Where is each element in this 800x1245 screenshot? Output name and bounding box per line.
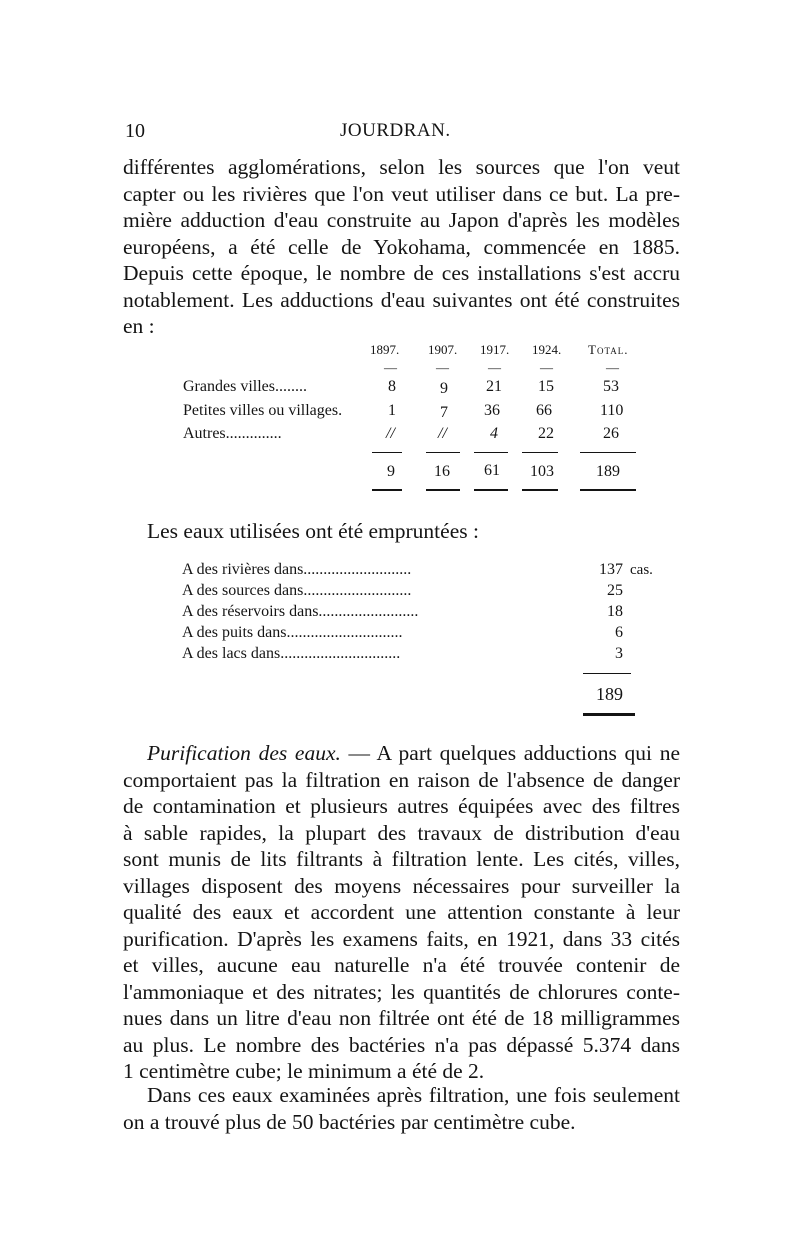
row-label: A des rivières dans........................... xyxy=(182,561,412,578)
column-header: 1907. xyxy=(428,342,458,357)
text-line: différentes agglomérations, selon les sources que l'on veut xyxy=(123,155,680,179)
text-line: qualité des eaux et accordent une attention constante à leur xyxy=(123,900,680,924)
column-header: Total. xyxy=(588,342,629,357)
text-line: — A part quelques adductions qui ne xyxy=(340,741,680,765)
cell: 6 xyxy=(615,624,623,641)
cell: 21 xyxy=(486,378,502,395)
text-line: de contamination et plusieurs autres équipées avec des filtres xyxy=(123,794,680,818)
cell: 9 xyxy=(440,380,448,397)
cell: 15 xyxy=(538,378,554,395)
row-label: A des sources dans........................... xyxy=(182,582,412,599)
double-rule xyxy=(426,489,460,491)
row-label: Autres.............. xyxy=(183,425,282,442)
text-line: sont munis de lits filtrants à filtration lente. Les cités, villes, xyxy=(123,847,680,871)
sum-rule xyxy=(426,452,460,453)
row-label: Petites villes ou villages. xyxy=(183,402,343,419)
sum-rule xyxy=(580,452,636,453)
text-line: Dans ces eaux examinées après filtration, une fois seulement xyxy=(147,1083,680,1107)
text-line: à sable rapides, la plupart des travaux de distribution d'eau xyxy=(123,820,680,845)
text-line: 1 centimètre cube; le minimum a été de 2. xyxy=(123,1059,485,1083)
section-title: Purification des eaux. xyxy=(147,741,341,765)
text-line: nues dans un litre d'eau non filtrée ont été de 18 milligrammes xyxy=(123,1006,680,1030)
cell: // xyxy=(438,425,447,442)
sum-rule xyxy=(583,673,631,674)
sum-rule xyxy=(474,452,508,453)
column-header: 1897. xyxy=(370,342,400,357)
cell: 36 xyxy=(484,402,500,419)
total-cell: 9 xyxy=(387,463,395,480)
cell: // xyxy=(386,425,395,442)
running-title: JOURDRAN. xyxy=(340,120,451,141)
text-line: on a trouvé plus de 50 bactéries par centimètre cube. xyxy=(123,1109,576,1134)
row-label: A des lacs dans.............................. xyxy=(182,645,401,662)
dash: — xyxy=(540,360,553,375)
double-rule xyxy=(372,489,402,491)
total-cell: 103 xyxy=(530,463,554,480)
double-rule xyxy=(522,489,558,491)
row-label: Grandes villes........ xyxy=(183,378,307,395)
total-cell: 189 xyxy=(596,463,620,480)
dash: — xyxy=(436,360,449,375)
double-rule xyxy=(474,489,508,491)
dash: — xyxy=(488,360,501,375)
cell: 22 xyxy=(538,425,554,442)
purification-paragraph xyxy=(123,740,680,1085)
text-line: villages disposent des moyens nécessaires pour surveiller la xyxy=(123,873,680,898)
text-line: notablement. Les adductions d'eau suivantes ont été construites xyxy=(123,287,680,312)
text-line: au plus. Le nombre des bactéries n'a pas dépassé 5.374 dans xyxy=(123,1032,680,1057)
row-label: A des réservoirs dans......................... xyxy=(182,603,419,620)
double-rule xyxy=(583,713,635,716)
cell: 137 xyxy=(599,561,623,578)
cell: 8 xyxy=(388,378,396,395)
total-cell: 16 xyxy=(434,463,450,480)
column-header: 1924. xyxy=(532,342,562,357)
text-line: et villes, aucune eau naturelle n'a été trouvée contenir de xyxy=(123,953,680,977)
cell: 7 xyxy=(440,404,448,421)
text-line: européens, a été celle de Yokohama, commencée en 1885. xyxy=(123,234,680,259)
sum-rule xyxy=(522,452,558,453)
total-cell: 61 xyxy=(484,462,500,479)
closing-paragraph xyxy=(123,1082,680,1135)
cell: 53 xyxy=(603,378,619,395)
cell: 66 xyxy=(536,402,552,419)
text-line: mière adduction d'eau construite au Japon d'après les modèles xyxy=(123,208,680,232)
text-line: capter ou les rivières que l'on veut utiliser dans ce but. La pre- xyxy=(123,181,680,206)
text-line: Depuis cette époque, le nombre de ces installations s'est accru xyxy=(123,261,680,285)
cell: 18 xyxy=(607,603,623,620)
cell: 25 xyxy=(607,582,623,599)
column-header: 1917. xyxy=(480,342,510,357)
dash: — xyxy=(606,360,619,375)
sum-rule xyxy=(372,452,402,453)
double-rule xyxy=(580,489,636,491)
text-line: l'ammoniaque et des nitrates; les quantités de chlorures conte- xyxy=(123,979,680,1004)
total-cell: 189 xyxy=(596,684,623,704)
page-number: 10 xyxy=(125,120,145,142)
text-line: purification. D'après les examens faits, en 1921, dans 33 cités xyxy=(123,926,680,951)
intro-paragraph xyxy=(123,154,680,340)
text-line: comportaient pas la filtration en raison de l'absence de danger xyxy=(123,767,680,792)
row-label: A des puits dans............................. xyxy=(182,624,403,641)
dash: — xyxy=(384,360,397,375)
cell: 4 xyxy=(490,425,498,442)
text-line: en : xyxy=(123,314,155,338)
cell: 1 xyxy=(388,402,396,419)
cell: 26 xyxy=(603,425,619,442)
cell: 3 xyxy=(615,645,623,662)
unit-label: cas. xyxy=(630,562,653,578)
sources-intro: Les eaux utilisées ont été empruntées : xyxy=(147,519,479,543)
cell: 110 xyxy=(600,402,624,419)
